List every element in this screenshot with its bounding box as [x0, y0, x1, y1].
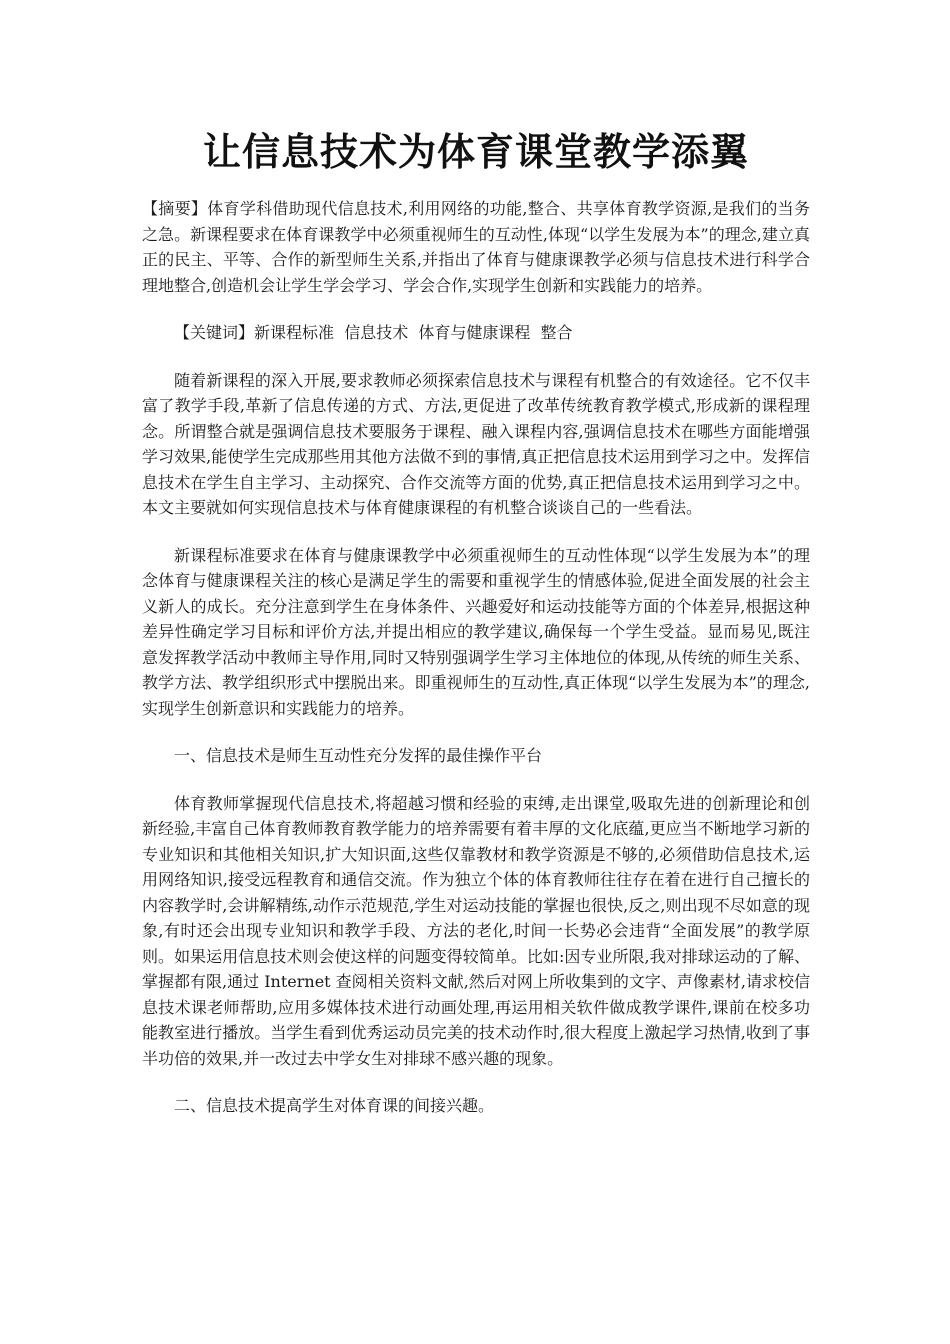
body-paragraph-3: 体育教师掌握现代信息技术,将超越习惯和经验的束缚,走出课堂,吸取先进的创新理论和创新经验,丰富自己体育教师教育教学能力的培养需要有着丰厚的文化底蕴,更应当不断地学习新的专业知识和其他相关知识,扩大知识面,这些仅靠教材和教学资源是不够的,必须借助信息技术,运用网络知识,接受远程教育和通信交流。作为独立个体的体育教师往往存在着在进行自己擅长的内容教学时,会讲解精练,动作示范规范,学生对运动技能的掌握也很快,反之,则出现不尽如意的现象,有时还会出现专业知识和教学手段、方法的老化,时间一长势必会违背“全面发展”的教学原则。如果运用信息技术则会使这样的问题变得较简单。比如:因专业所限,我对排球运动的了解、掌握都有限,通过 Internet 查阅相关资料文献,然后对网上所收集到的文字、声像素材,请求校信息技术课老师帮助,应用多媒体技术进行动画处理,再运用相关软件做成教学课件,课前在校多功能教室进行播放。当学生看到优秀运动员完美的技术动作时,很大程度上激起学习热情,收到了事半功倍的效果,并一改过去中学女生对排球不感兴趣的现象。 — [142, 793, 810, 1068]
abstract-paragraph — [142, 196, 810, 298]
abstract-text: 体育学科借助现代信息技术,利用网络的功能,整合、共享体育教学资源,是我们的当务之急。新课程要求在体育课教学中必须重视师生的互动性,体现“以学生发展为本”的理念,建立真正的民主、平等、合作的新型师生关系,并指出了体育与健康课教学必须与信息技术进行科学合理地整合,创造机会让学生学会学习、学会合作,实现学生创新和实践能力的培养。 — [142, 199, 810, 295]
keywords-text: 新课程标准 信息技术 体育与健康课程 整合 — [254, 323, 573, 342]
keywords-paragraph — [142, 320, 810, 346]
body-paragraph-2: 新课程标准要求在体育与健康课教学中必须重视师生的互动性体现“以学生发展为本”的理念体育与健康课程关注的核心是满足学生的需要和重视学生的情感体验,促进全面发展的社会主义新人的成长。充分注意到学生在身体条件、兴趣爱好和运动技能等方面的个体差异,根据这种差异性确定学习目标和评价方法,并提出相应的教学建议,确保每一个学生受益。显而易见,既注意发挥教学活动中教师主导作用,同时又特别强调学生学习主体地位的体现,从传统的师生关系、教学方法、教学组织形式中摆脱出来。即重视师生的互动性,真正体现“以学生发展为本”的理念,实现学生创新意识和实践能力的培养。 — [142, 545, 810, 718]
body-paragraph-1: 随着新课程的深入开展,要求教师必须探索信息技术与课程有机整合的有效途径。它不仅丰富了教学手段,革新了信息传递的方式、方法,更促进了改革传统教育教学模式,形成新的课程理念。所谓整合就是强调信息技术要服务于课程、融入课程内容,强调信息技术在哪些方面能增强学习效果,能使学生完成那些用其他方法做不到的事情,真正把信息技术运用到学习之中。发挥信息技术在学生自主学习、主动探究、合作交流等方面的优势,真正把信息技术运用到学习之中。本文主要就如何实现信息技术与体育健康课程的有机整合谈谈自己的一些看法。 — [142, 370, 810, 517]
section-heading-2: 二、信息技术提高学生对体育课的间接兴趣。 — [174, 1096, 495, 1115]
document-body — [142, 196, 810, 1141]
abstract-label: 【摘要】 — [142, 199, 208, 218]
section-heading-1: 一、信息技术是师生互动性充分发挥的最佳操作平台 — [174, 746, 543, 765]
document-title: 让信息技术为体育课堂教学添翼 — [202, 129, 749, 174]
keywords-label: 【关键词】 — [174, 323, 255, 342]
